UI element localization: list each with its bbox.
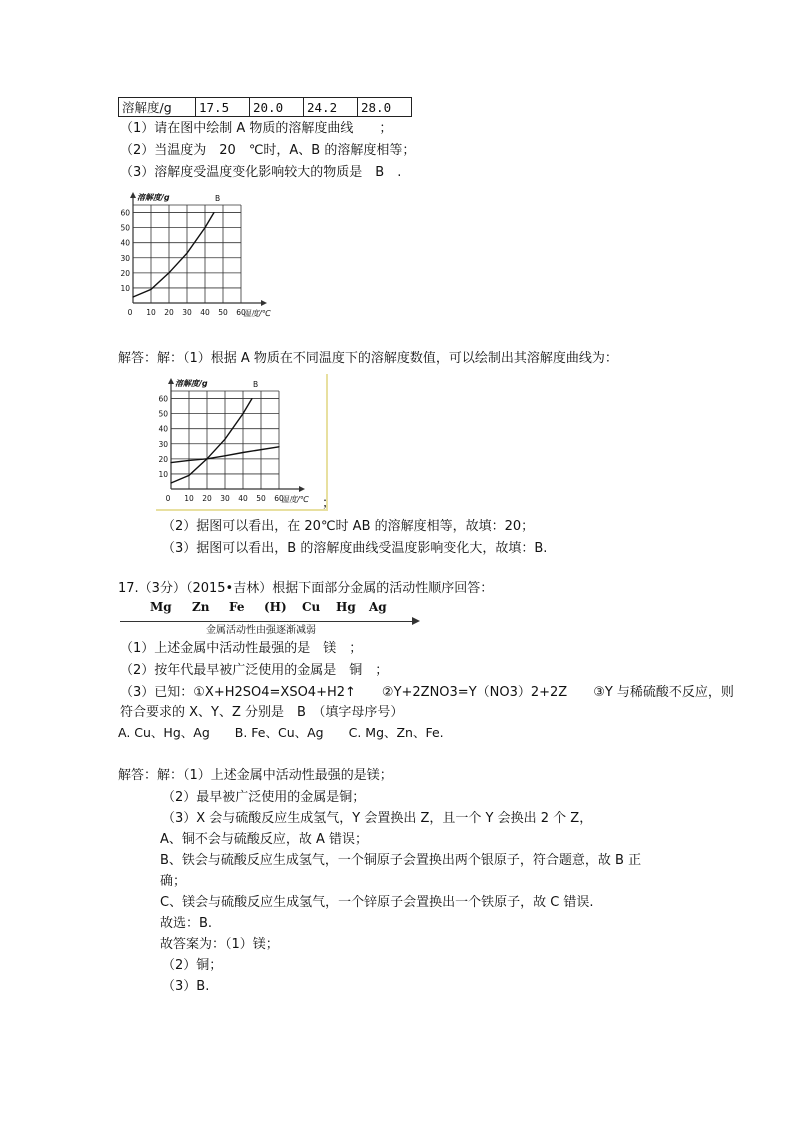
data-point [224, 439, 225, 440]
series-b-curve [171, 399, 252, 484]
data-point [206, 458, 207, 459]
x-tick-label: 30 [220, 494, 230, 503]
y-tick-label: 60 [158, 394, 168, 404]
q17-line-1: （1）上述金属中活动性最强的是 镁 ； [120, 641, 363, 656]
x-tick-label: 50 [256, 494, 266, 503]
metal-ag: Ag [369, 600, 387, 614]
x-tick-label: 10 [184, 494, 194, 503]
table-cell: 20.0 [250, 98, 304, 117]
answer16-line-1: （2）据图可以看出，在 20℃时 AB 的溶解度相等，故填：20； [162, 519, 535, 534]
answer17-line-7: 故选：B. [160, 916, 213, 931]
q16-line-3: （3）溶解度受温度变化影响较大的物质是 B . [120, 165, 402, 180]
data-point [242, 452, 243, 453]
y-tick-label: 50 [120, 223, 130, 233]
solubility-chart-1 [118, 188, 288, 323]
q16-line-2: （2）当温度为 20 ℃时，A、B 的溶解度相等； [120, 143, 416, 158]
x-axis-label: 温度/℃ [243, 309, 271, 318]
answer17-line-5: 确； [160, 874, 187, 889]
y-tick-label: 60 [120, 208, 130, 218]
metal-mg: Mg [150, 600, 172, 614]
y-axis-arrow-icon [168, 378, 174, 384]
x-axis-arrow-icon [299, 486, 305, 492]
data-point [150, 289, 151, 290]
answer16-head: 解答：解：（1）根据 A 物质在不同温度下的溶解度数值，可以绘制出其溶解度曲线为： [118, 351, 618, 366]
y-axis-label: 溶解度/g [175, 379, 208, 388]
table-row [119, 98, 412, 117]
y-axis-label: 溶解度/g [137, 193, 170, 202]
data-point [251, 398, 252, 399]
x-tick-label: 40 [238, 494, 248, 503]
answer17-line-8: 故答案为：（1）镁； [160, 937, 279, 952]
solubility-chart-2 [156, 374, 328, 511]
y-tick-label: 20 [158, 454, 168, 464]
x-axis-arrow-icon [261, 300, 267, 306]
data-point [204, 227, 205, 228]
q16-line-1: （1）请在图中绘制 A 物质的溶解度曲线 ； [120, 121, 393, 136]
answer17-line-9: （2）铜； [162, 958, 223, 973]
table-cell: 17.5 [196, 98, 250, 117]
answer17-head: 解答：解：（1）上述金属中活动性最强的是镁； [118, 768, 393, 783]
q17-line-4: 符合要求的 X、Y、Z 分别是 B （填字母序号） [120, 705, 404, 720]
data-point [278, 446, 279, 447]
answer17-line-2: （3）X 会与硫酸反应生成氢气，Y 会置换出 Z，且一个 Y 会换出 2 个 Z， [162, 811, 593, 826]
data-point [132, 296, 133, 297]
table-cell: 24.2 [304, 98, 358, 117]
solubility-table [118, 97, 412, 117]
arrow-right-icon [412, 617, 420, 625]
activity-arrow-line [120, 621, 416, 622]
x-tick-label: 0 [127, 308, 133, 317]
data-point [170, 462, 171, 463]
answer16-semicolon: ； [322, 496, 336, 511]
data-point [188, 460, 189, 461]
series-b-curve [133, 213, 214, 298]
answer17-line-4: B、铁会与硫酸反应生成氢气，一个铜原子会置换出两个银原子，符合题意，故 B 正 [160, 853, 642, 868]
metal-hg: Hg [336, 600, 356, 614]
y-tick-label: 30 [158, 439, 168, 449]
x-tick-label: 0 [165, 494, 171, 503]
y-tick-label: 40 [120, 238, 130, 248]
x-tick-label: 20 [164, 308, 174, 317]
y-tick-label: 50 [158, 409, 168, 419]
q17-line-2: （2）按年代最早被广泛使用的金属是 铜 ； [120, 663, 389, 678]
q17-options: A. Cu、Hg、Ag B. Fe、Cu、Ag C. Mg、Zn、Fe. [118, 725, 444, 740]
answer17-line-6: C、镁会与硫酸反应生成氢气，一个锌原子会置换出一个铁原子，故 C 错误. [160, 895, 594, 910]
data-point [168, 272, 169, 273]
data-point [170, 482, 171, 483]
data-point [213, 212, 214, 213]
curve-label-b: B [253, 380, 259, 389]
data-point [224, 455, 225, 456]
answer17-line-3: A、铜不会与硫酸反应，故 A 错误； [160, 832, 369, 847]
x-axis-label: 温度/℃ [281, 495, 309, 504]
y-tick-label: 30 [120, 253, 130, 263]
activity-arrow-label: 金属活动性由强逐渐减弱 [206, 625, 316, 636]
x-tick-label: 60 [274, 494, 284, 503]
table-cell: 溶解度/g [119, 98, 196, 117]
q17-line-3: （3）已知：①X+H2SO4=XSO4+H2↑ ②Y+2ZNO3=Y（NO3）2+2Z ③Y 与稀硫酸不反应，则 [120, 685, 734, 700]
answer17-line-10: （3）B. [162, 979, 210, 994]
y-tick-label: 20 [120, 268, 130, 278]
metal-h: (H) [264, 600, 287, 614]
answer17-line-1: （2）最早被广泛使用的金属是铜； [162, 790, 366, 805]
x-tick-label: 60 [236, 308, 246, 317]
x-tick-label: 10 [146, 308, 156, 317]
x-tick-label: 40 [200, 308, 210, 317]
y-tick-label: 10 [120, 283, 130, 293]
y-tick-label: 40 [158, 424, 168, 434]
chart-svg [118, 188, 288, 323]
data-point [188, 475, 189, 476]
chart-svg [156, 374, 326, 509]
metal-cu: Cu [302, 600, 321, 614]
metal-fe: Fe [229, 600, 245, 614]
x-tick-label: 20 [202, 494, 212, 503]
data-point [186, 253, 187, 254]
y-tick-label: 10 [158, 469, 168, 479]
curve-label-b: B [215, 194, 221, 203]
y-axis-arrow-icon [130, 192, 136, 198]
data-point [242, 413, 243, 414]
x-tick-label: 50 [218, 308, 228, 317]
q17-title: 17.（3分）（2015•吉林）根据下面部分金属的活动性顺序回答： [118, 581, 494, 596]
metal-zn: Zn [192, 600, 210, 614]
x-tick-label: 30 [182, 308, 192, 317]
answer16-line-2: （3）据图可以看出，B 的溶解度曲线受温度影响变化大，故填：B. [162, 541, 548, 556]
table-cell: 28.0 [358, 98, 412, 117]
